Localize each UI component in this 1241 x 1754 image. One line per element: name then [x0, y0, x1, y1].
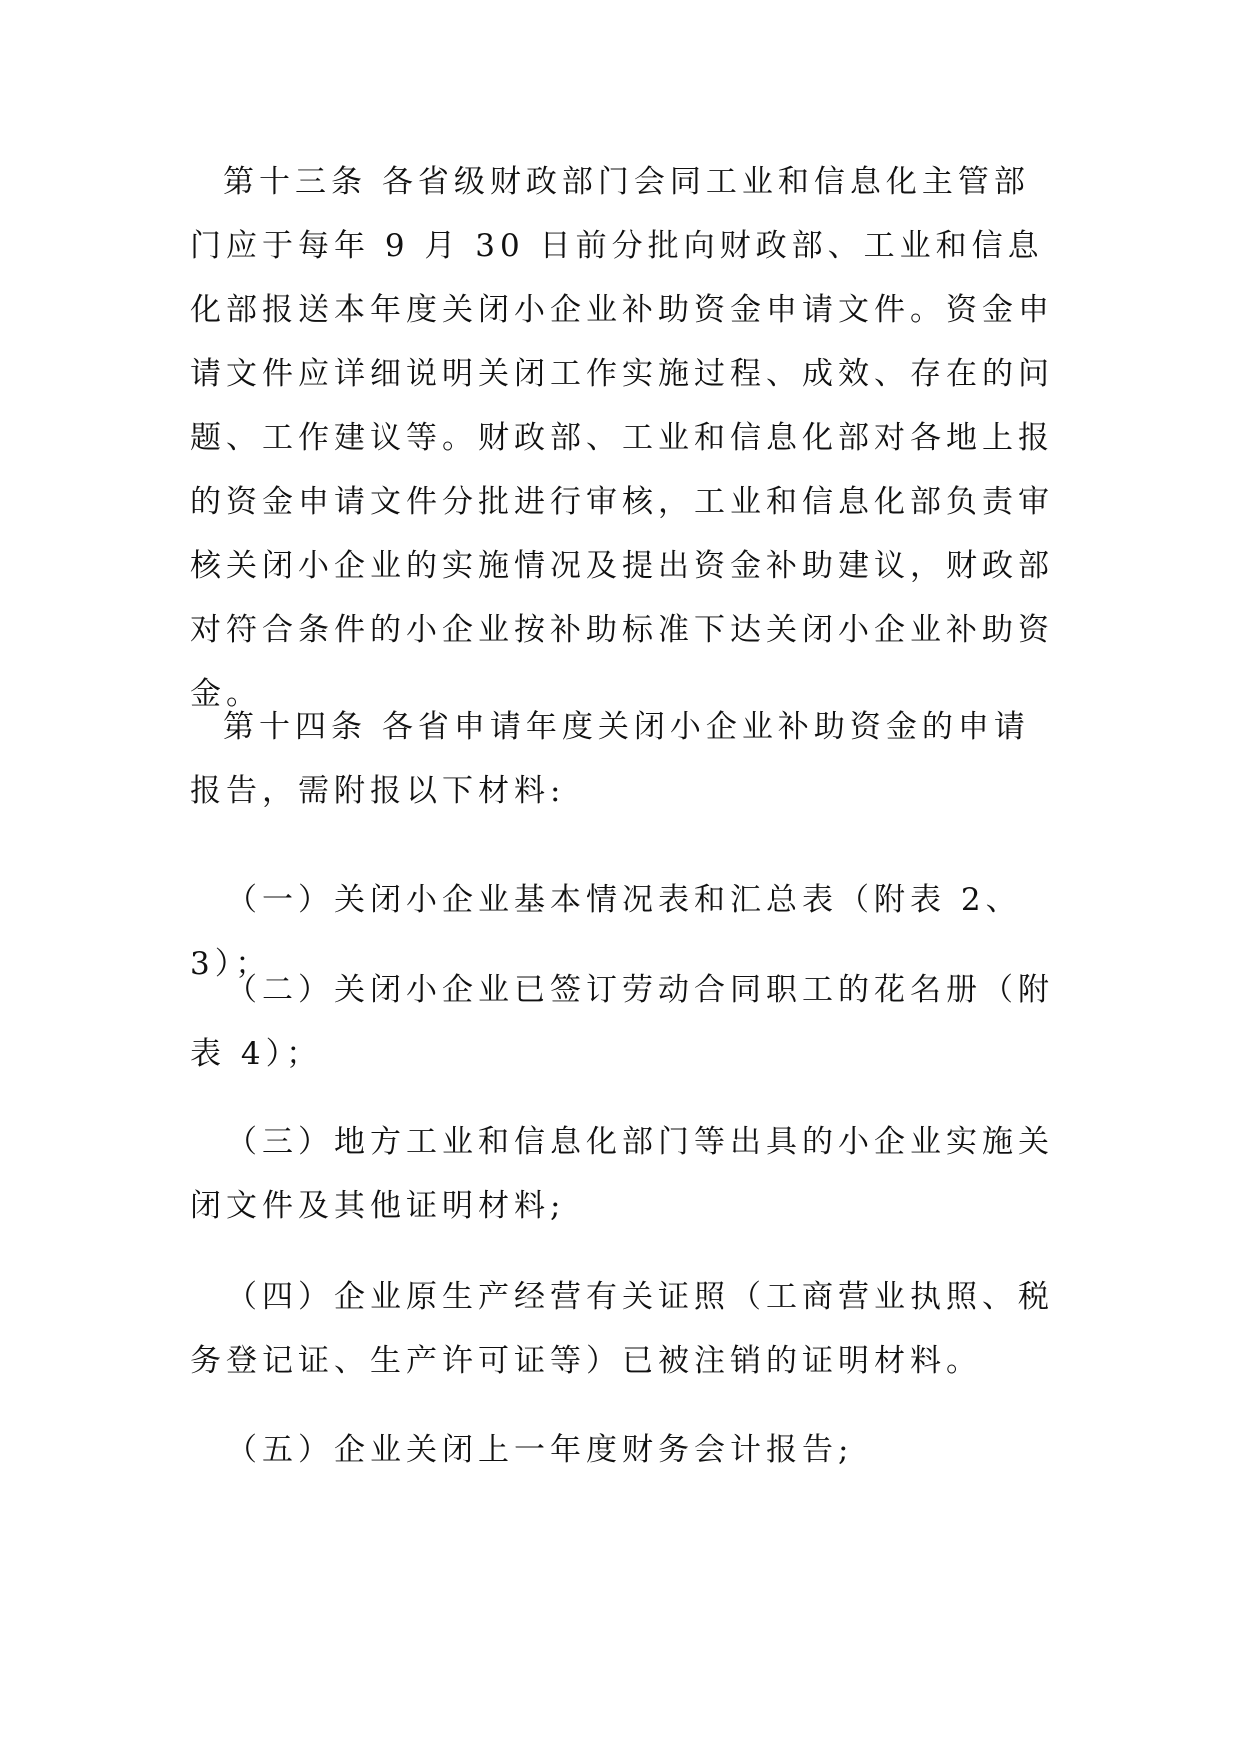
list-item: （四）企业原生产经营有关证照（工商营业执照、税务登记证、生产许可证等）已被注销的证明材料。	[190, 1279, 1054, 1379]
list-item: （一）关闭小企业基本情况表和汇总表（附表 2、3）；	[190, 882, 1022, 982]
list-item: （二）关闭小企业已签订劳动合同职工的花名册（附表 4）；	[190, 972, 1054, 1072]
article-14-paragraph: 第十四条 各省申请年度关闭小企业补助资金的申请报告，需附报以下材料:	[190, 709, 1030, 809]
list-item: （三）地方工业和信息化部门等出具的小企业实施关闭文件及其他证明材料;	[190, 1124, 1054, 1224]
list-item: （五）企业关闭上一年度财务会计报告;	[226, 1432, 854, 1468]
article-13-paragraph: 第十三条 各省级财政部门会同工业和信息化主管部门应于每年 9 月 30 日前分批向财政部、工业和信息化部报送本年度关闭小企业补助资金申请文件。资金申请文件应详细说明关闭工作实施过程、成效、存在的问题、工作建议等。财政部、工业和信息化部对各地上报的资金申请文件分批进行审核，工业和信息化部负责审核关闭小企业的实施情况及提出资金补助建议，财政部对符合条件的小企业按补助标准下达关闭小企业补助资金。	[190, 164, 1054, 712]
